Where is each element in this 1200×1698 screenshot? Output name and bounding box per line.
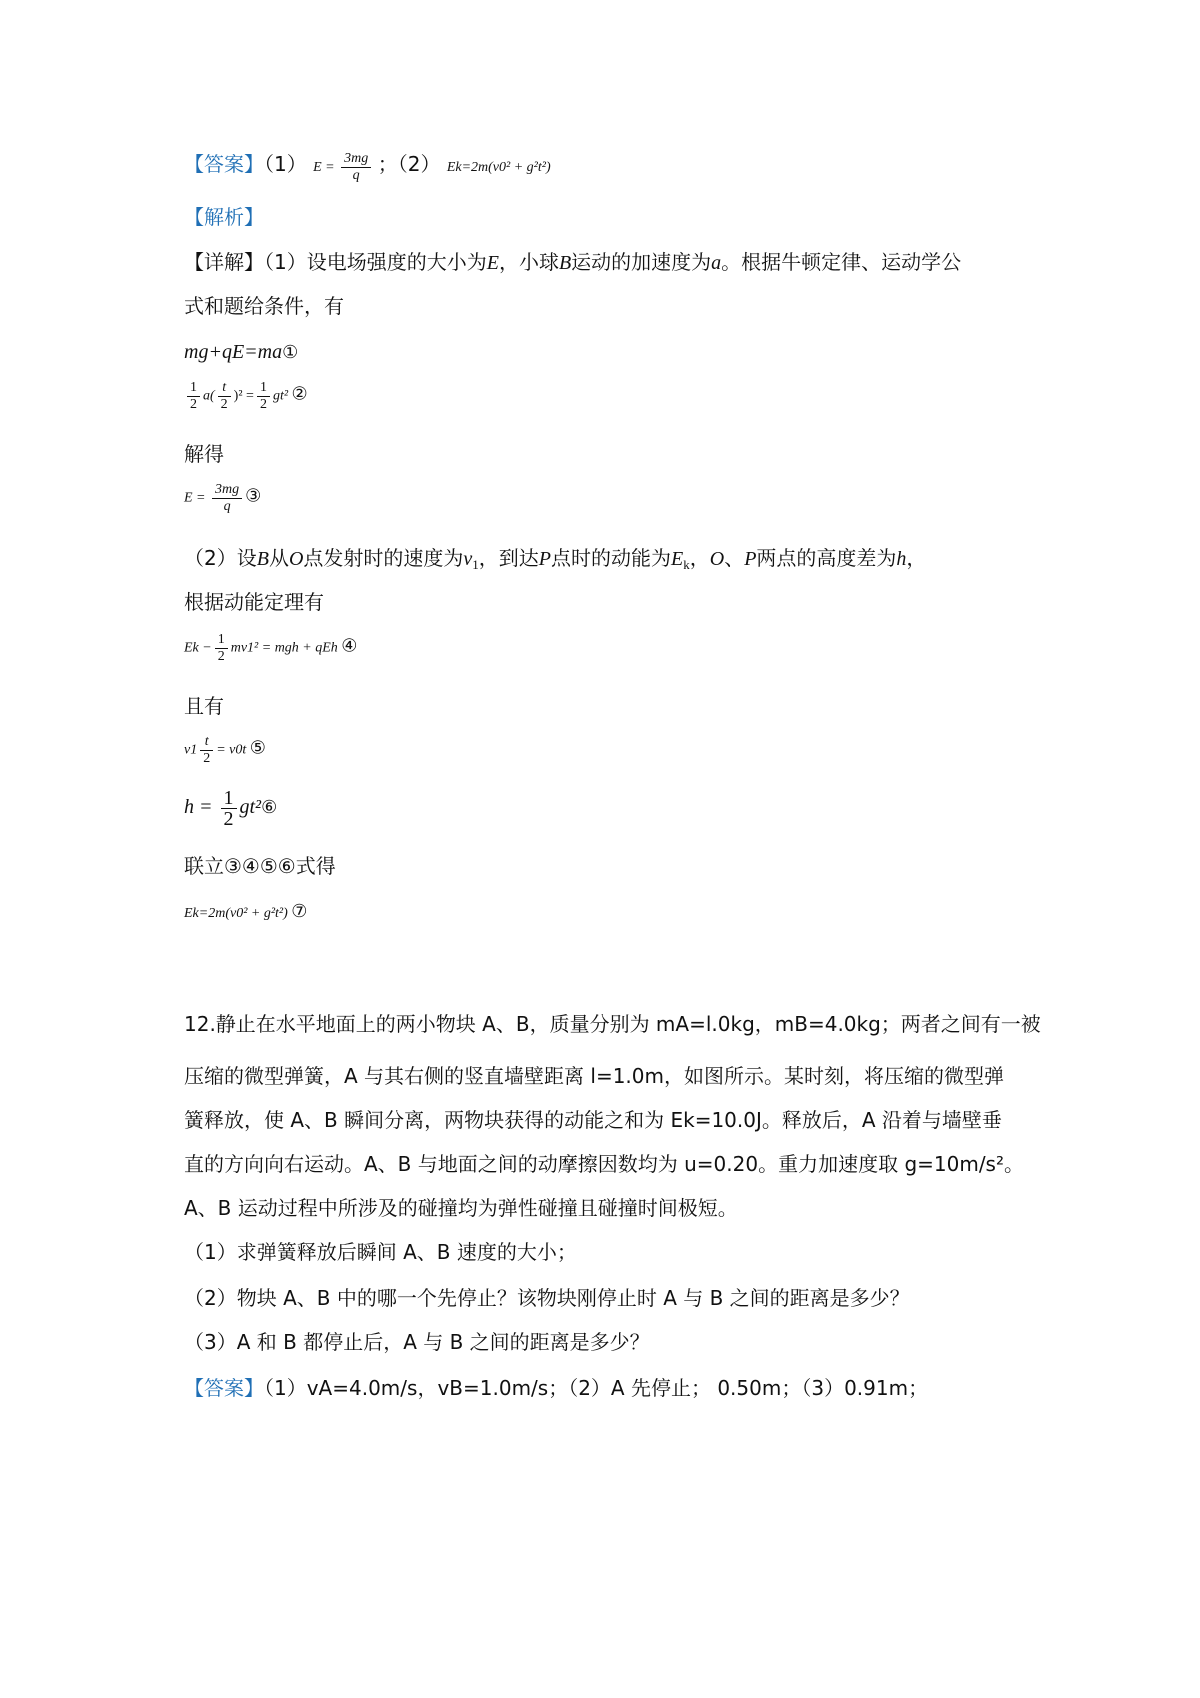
detail-p1-text-d: 。根据牛顿定律、运动学公 [721,250,962,274]
detail-p2-v1-sub: 1 [472,557,479,572]
detail-p1-text-b: ，小球 [498,250,559,274]
detail-p2-f: 、 [724,546,745,570]
eq6-b: gt² [239,796,262,819]
eq4-den: 2 [217,649,225,664]
eq2-after: )² = [233,388,254,404]
detail-p1-prefix: （1） [264,250,307,274]
q12-line5: A、B 运动过程中所涉及的碰撞均为弹性碰撞且碰撞时间极短。 [184,1196,738,1220]
detail-p2-P2: P [744,548,757,570]
eq2-t-num: t [218,380,231,397]
equation-6-number: ⑥ [261,797,278,819]
eq2-lhs-num: 1 [187,380,200,397]
answer-part1-lhs: E = [313,160,335,175]
answer-part1-formula [313,151,378,184]
detail-p2-e: ， [689,546,710,570]
equation-5-number: ⑤ [249,737,266,759]
eq2-end: gt² [272,388,289,404]
detail-label: 【详解】 [184,250,264,274]
eq3-num: 3mg [212,482,242,499]
detail-p2-line2: 根据动能定理有 [184,590,324,614]
analysis-label: 【解析】 [184,205,264,229]
detail-p2-g: 两点的高度差为 [756,546,897,570]
equation-3-number: ③ [245,485,262,507]
eq5-den: 2 [203,751,211,766]
equation-5 [184,734,266,767]
equation-6 [184,788,277,829]
detail-p1-E: E [486,252,499,274]
eq3-den: q [223,499,231,514]
equation-1-number: ① [282,342,299,363]
answer-label: 【答案】 [184,152,264,176]
detail-p2-B: B [256,548,269,570]
eq2-rhs-num: 1 [257,380,270,397]
detail-p2-Ek-sub: k [683,557,690,572]
q12-line4: 直的方向向右运动。A、B 与地面之间的动摩擦因数均为 u=0.20。重力加速度取 g=10m/s²。 [184,1152,1024,1176]
equation-4 [184,632,357,665]
eq5-b: = v0t [216,742,247,758]
detail-p1-a: a [711,252,722,274]
q12-line3: 簧释放，使 A、B 瞬间分离，两物块获得的动能之和为 Ek=10.0J。释放后，A 沿着与墙壁垂 [184,1108,1002,1132]
answer-part1-prefix: （1） [264,152,307,176]
eq3-lhs: E = [184,490,206,506]
answer-part1-den: q [352,168,360,184]
detail-p2-c: ，到达 [478,546,539,570]
answer-sep: ；（2） [377,152,441,176]
eq4-a: Ek − [184,640,212,656]
equation-7-number: ⑦ [291,901,308,922]
q12-answer-label: 【答案】 [184,1376,264,1400]
detail-p2-prefix: （2）设 [184,546,257,570]
eq4-b: mv1² = mgh + qEh [230,640,338,656]
detail-p2-end: ， [906,546,927,570]
combine-label: 联立③④⑤⑥式得 [184,854,336,878]
q12-line2: 压缩的微型弹簧，A 与其右侧的竖直墙壁距离 l=1.0m，如图所示。某时刻，将压缩的微型弹 [184,1064,1004,1088]
eq7-text: Ek=2m(v0² + g²t²) [184,906,288,921]
also-label: 且有 [184,694,224,718]
equation-7 [184,898,307,928]
answer-part1-num: 3mg [341,151,371,168]
equation-2-number: ② [291,383,308,405]
q12-sub3: （3）A 和 B 都停止后，A 与 B 之间的距离是多少？ [184,1330,650,1354]
answer-part2-formula: Ek=2m(v0² + g²t²) [446,160,551,175]
q12-answer-line [184,1374,928,1402]
detail-p2-O2: O [709,548,725,570]
detail-p2-d: 点时的动能为 [551,546,672,570]
eq2-mid: a( [203,388,215,404]
detail-p2-Ek: E [671,548,684,570]
detail-p2-P: P [538,548,552,570]
eq2-lhs-den: 2 [190,397,197,412]
detail-p1-line2: 式和题给条件，有 [184,294,344,318]
detail-p2-h: h [896,548,907,570]
detail-p2-b: 点发射时的速度为 [303,546,464,570]
equation-1-text: mg+qE=ma [184,341,283,363]
q12-sub1: （1）求弹簧释放后瞬间 A、B 速度的大小； [184,1240,577,1264]
equation-2 [184,380,308,413]
detail-p1-B: B [558,252,572,274]
eq6-num: 1 [221,788,237,809]
solve-label: 解得 [184,442,224,466]
detail-p1-text-a: 设电场强度的大小为 [306,250,487,274]
equation-3 [184,482,261,515]
q12-line1: 12.静止在水平地面上的两小物块 A、B，质量分别为 mA=l.0kg，mB=4.0kg；两者之间有一被 [184,1012,1041,1036]
eq4-num: 1 [215,632,228,649]
eq2-rhs-den: 2 [259,397,267,412]
eq5-num: t [200,734,213,751]
q12-answer-text: （1）vA=4.0m/s，vB=1.0m/s；（2）A 先停止； 0.50m；（3）0.91m； [264,1376,929,1400]
detail-p2-line1 [184,544,926,579]
equation-1 [184,338,298,367]
detail-p2-a: 从 [268,546,289,570]
q12-sub2: （2）物块 A、B 中的哪一个先停止？该物块刚停止时 A 与 B 之间的距离是多少？ [184,1286,910,1310]
eq6-den: 2 [223,808,234,830]
answer-line [184,150,551,184]
eq5-a: v1 [184,742,198,758]
eq6-a: h = [184,796,213,819]
detail-p1-line1 [184,248,961,277]
equation-4-number: ④ [341,635,358,657]
detail-p1-text-c: 运动的加速度为 [571,250,712,274]
detail-p2-v1: v [463,548,473,570]
eq2-t-den: 2 [220,397,228,412]
detail-p2-O: O [288,548,304,570]
